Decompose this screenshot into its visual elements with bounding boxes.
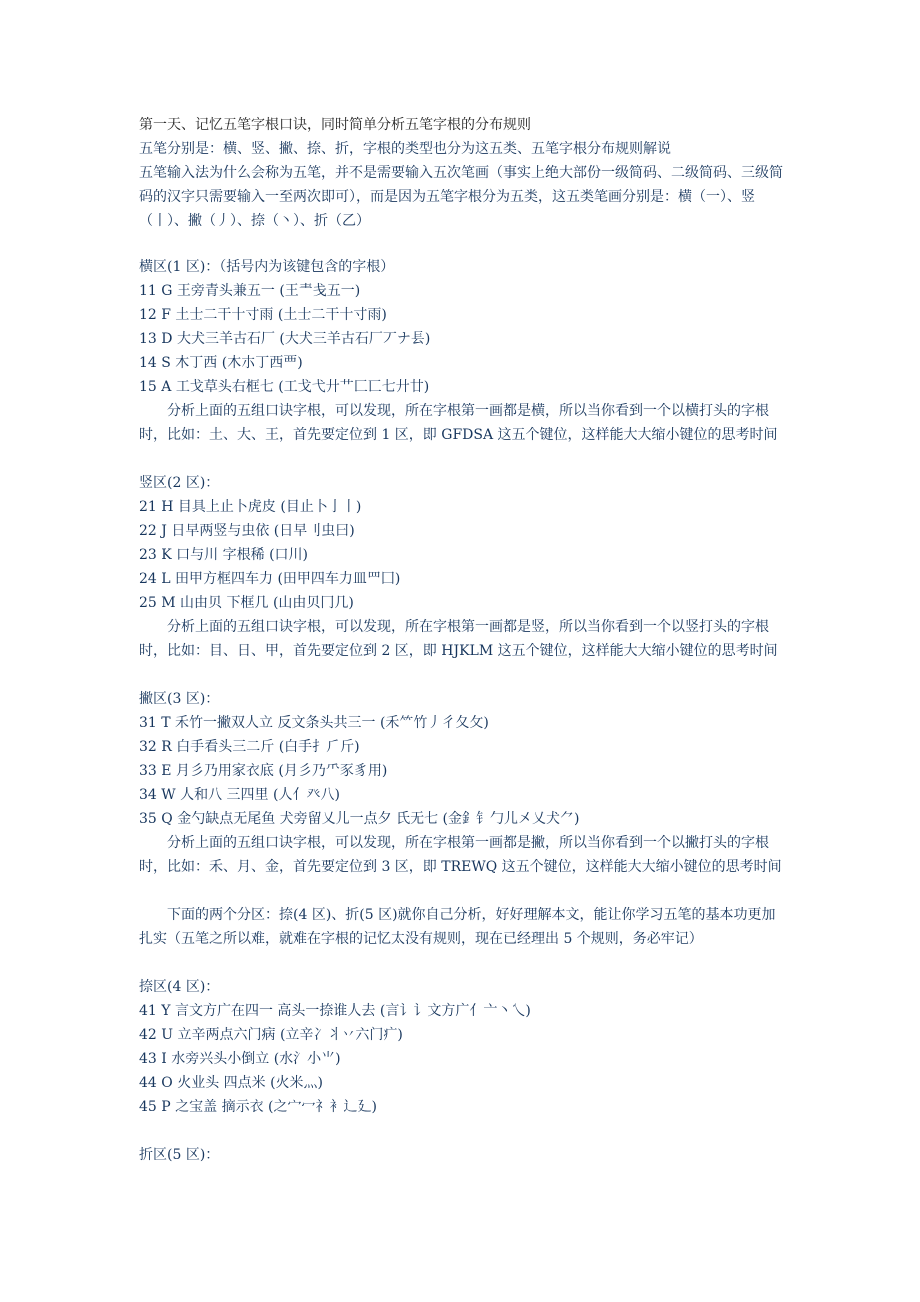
intro-line: 五笔分别是：横、竖、撇、捺、折，字根的类型也分为这五类、五笔字根分布规则解说 xyxy=(139,141,671,157)
key-row: 42 U 立辛两点六门病 (立辛冫丬丷六门疒) xyxy=(139,1027,403,1043)
section-heading-na: 捺区(4 区)： xyxy=(139,979,220,995)
key-row: 32 R 白手看头三二斤 (白手扌⺁斤) xyxy=(139,739,360,755)
key-row: 23 K 口与川 字根稀 (口川) xyxy=(139,547,308,563)
section-heading-heng: 横区(1 区)：（括号内为该键包含的字根） xyxy=(139,259,395,275)
key-row: 14 S 木丁西 (木朩丁西覀) xyxy=(139,355,303,371)
key-row: 24 L 田甲方框四车力 (田甲四车力皿罒囗) xyxy=(139,571,401,587)
analysis-paragraph: 分析上面的五组口诀字根，可以发现，所在字根第一画都是竖，所以当你看到一个以竖打头的字根时，比如：目、日、甲，首先要定位到 2 区，即 HJKLM 这五个键位，这样能大大缩小键位的思考时间 xyxy=(139,619,778,659)
key-row: 13 D 大犬三羊古石厂 (大犬三羊古石厂丆ナ镸) xyxy=(139,331,431,347)
document-body xyxy=(139,113,784,1167)
key-row: 25 M 山由贝 下框几 (山由贝冂几) xyxy=(139,595,354,611)
key-row: 44 O 火业头 四点米 (火米灬) xyxy=(139,1075,324,1091)
key-row: 41 Y 言文方广在四一 高头一捺谁人去 (言讠讠文方广亻亠丶乀) xyxy=(139,1003,531,1019)
key-row: 15 A 工戈草头右框七 (工戈弋廾艹匚匸七廾廿) xyxy=(139,379,430,395)
analysis-paragraph: 分析上面的五组口诀字根，可以发现，所在字根第一画都是撇，所以当你看到一个以撇打头的字根时，比如：禾、月、金，首先要定位到 3 区，即 TREWQ 这五个键位，这样能大大缩小键位的思考时间 xyxy=(139,835,782,875)
intro-paragraph: 五笔输入法为什么会称为五笔，并不是需要输入五次笔画（事实上绝大部份一级简码、二级简码、三级简码的汉字只需要输入一至两次即可），而是因为五笔字根分为五类，这五类笔画分别是：横（一）、竖（丨）、撇（丿）、捺（丶）、折（乙） xyxy=(139,165,783,229)
key-row: 11 G 王旁青头兼五一 (王龶戋五一) xyxy=(139,283,361,299)
section-heading-pie: 撇区(3 区)： xyxy=(139,691,220,707)
analysis-paragraph: 分析上面的五组口诀字根，可以发现，所在字根第一画都是横，所以当你看到一个以横打头的字根时，比如：土、大、王，首先要定位到 1 区，即 GFDSA 这五个键位，这样能大大缩小键位的思考时间 xyxy=(139,403,778,443)
key-row: 12 F 土士二干十寸雨 (土士二干十寸雨) xyxy=(139,307,387,323)
key-row: 31 T 禾竹一撇双人立 反文条头共三一 (禾⺮竹丿彳夂攵) xyxy=(139,715,489,731)
middle-note-paragraph: 下面的两个分区：捺(4 区)、折(5 区)就你自己分析，好好理解本文，能让你学习五笔的基本功更加扎实（五笔之所以难，就难在字根的记忆太没有规则，现在已经理出 5 个规则，务必牢记） xyxy=(139,907,776,947)
key-row: 34 W 人和八 三四里 (人亻癶八) xyxy=(139,787,340,803)
section-heading-zhe: 折区(5 区)： xyxy=(139,1147,220,1163)
key-row: 22 J 日早两竖与虫依 (日早刂虫曰) xyxy=(139,523,355,539)
key-row: 21 H 目具上止卜虎皮 (目止卜亅丨) xyxy=(139,499,362,515)
key-row: 33 E 月彡乃用家衣底 (月彡乃⺥豕豸用) xyxy=(139,763,388,779)
section-heading-shu: 竖区(2 区)： xyxy=(139,475,220,491)
key-row: 35 Q 金勺缺点无尾鱼 犬旁留乂儿一点夕 氏无七 (金釒钅勹儿㐅乂犬⺈) xyxy=(139,811,580,827)
key-row: 43 I 水旁兴头小倒立 (水氵小⺌) xyxy=(139,1051,341,1067)
key-row: 45 P 之宝盖 摘示衣 (之宀冖礻衤辶廴) xyxy=(139,1099,377,1115)
document-title: 第一天、记忆五笔字根口诀，同时简单分析五笔字根的分布规则 xyxy=(139,117,531,133)
